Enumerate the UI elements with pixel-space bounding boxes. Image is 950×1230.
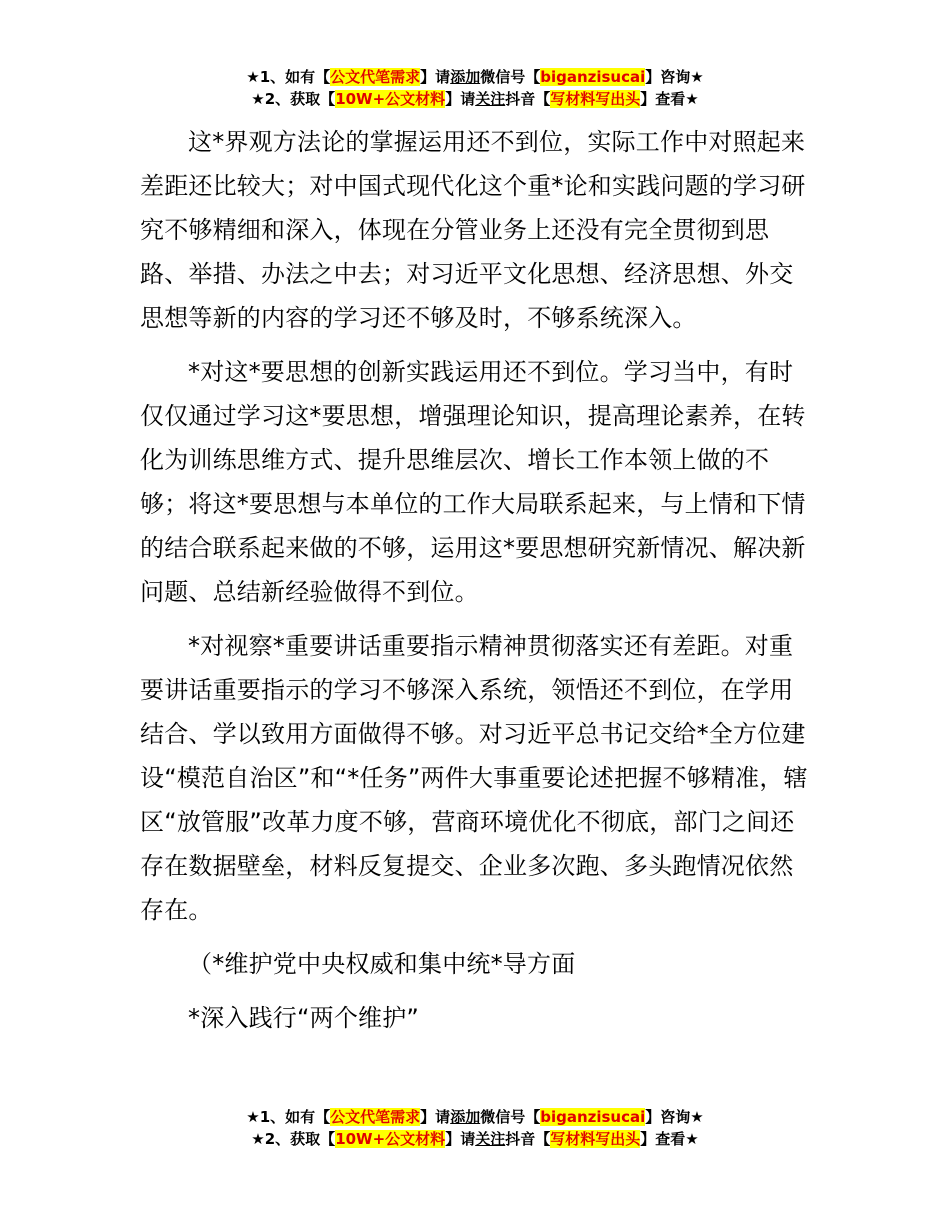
banner-highlight: 10W+公文材料 [335, 1130, 446, 1148]
banner-underlined-text: 添加 [450, 1108, 481, 1126]
footer-banner-line-2 [0, 1128, 950, 1150]
banner-prefix: ★1、如有【 [246, 1108, 331, 1126]
footer-banner-line-1 [0, 1106, 950, 1128]
banner-text: 】请 [445, 90, 476, 108]
header-banner-line-1 [0, 66, 950, 88]
banner-text: 微信号【 [480, 68, 541, 86]
banner-suffix: 】咨询★ [645, 68, 704, 86]
banner-prefix: ★2、获取【 [251, 90, 336, 108]
banner-underlined-text: 关注 [475, 1130, 506, 1148]
banner-text: 】请 [445, 1130, 476, 1148]
banner-highlight: 公文代笔需求 [330, 1108, 421, 1126]
banner-douyin-name: 写材料写出头 [550, 90, 641, 108]
banner-prefix: ★2、获取【 [251, 1130, 336, 1148]
banner-text: 抖音【 [505, 90, 551, 108]
footer-banner [0, 1106, 950, 1150]
subsection-heading: *深入践行“两个维护” [188, 1004, 420, 1032]
banner-suffix: 】查看★ [640, 90, 699, 108]
banner-prefix: ★1、如有【 [246, 68, 331, 86]
banner-wechat-id: biganzisucai [540, 1108, 646, 1126]
banner-douyin-name: 写材料写出头 [550, 1130, 641, 1148]
banner-suffix: 】查看★ [640, 1130, 699, 1148]
banner-text: 】请 [420, 68, 451, 86]
banner-text: 】请 [420, 1108, 451, 1126]
paragraph-2: *对这*要思想的创新实践运用还不到位。学习当中，有时仅仅通过学习这*要思想，增强理论知识，提高理论素养，在转化为训练思维方式、提升思维层次、增长工作本领上做的不够；将这*要思想与本单位的工作大局联系起来，与上情和下情的结合联系起来做的不够，运用这*要思想研究新情况、解决新问题、总结新经验做得不到位。 [140, 358, 806, 606]
banner-text: 微信号【 [480, 1108, 541, 1126]
banner-underlined-text: 关注 [475, 90, 506, 108]
banner-highlight: 公文代笔需求 [330, 68, 421, 86]
banner-wechat-id: biganzisucai [540, 68, 646, 86]
document-body [140, 120, 812, 1050]
banner-underlined-text: 添加 [450, 68, 481, 86]
paragraph-3: *对视察*重要讲话重要指示精神贯彻落实还有差距。对重要讲话重要指示的学习不够深入系统，领悟还不到位，在学用结合、学以致用方面做得不够。对习近平总书记交给*全方位建设“模范自治区”和“*任务”两件大事重要论述把握不够精准，辖区“放管服”改革力度不够，营商环境优化不彻底，部门之间还存在数据壁垒，材料反复提交、企业多次跑、多头跑情况依然存在。 [140, 632, 808, 924]
banner-highlight: 10W+公文材料 [335, 90, 446, 108]
banner-text: 抖音【 [505, 1130, 551, 1148]
paragraph-1: 这*界观方法论的掌握运用还不到位，实际工作中对照起来差距还比较大；对中国式现代化这个重*论和实践问题的学习研究不够精细和深入，体现在分管业务上还没有完全贯彻到思路、举措、办法之中去；对习近平文化思想、经济思想、外交思想等新的内容的学习还不够及时，不够系统深入。 [140, 128, 806, 332]
header-banner [0, 66, 950, 110]
header-banner-line-2 [0, 88, 950, 110]
banner-suffix: 】咨询★ [645, 1108, 704, 1126]
section-heading: （*维护党中央权威和集中统*导方面 [188, 950, 576, 978]
